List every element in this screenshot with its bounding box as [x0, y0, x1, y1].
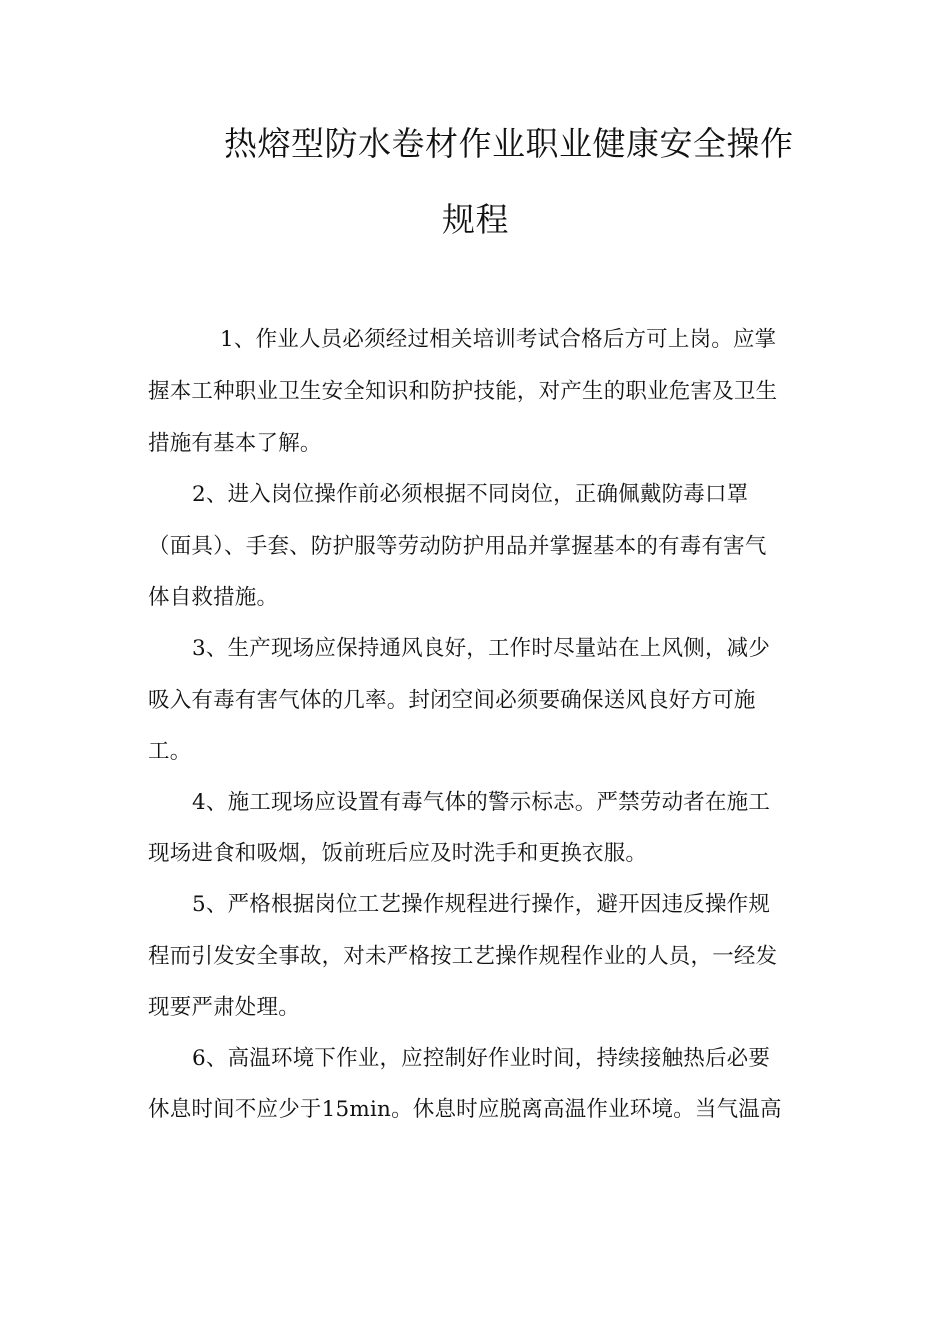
paragraph-5-line-3: 现要严肃处理。	[148, 995, 300, 1020]
document-title-line-1: 热熔型防水卷材作业职业健康安全操作	[224, 124, 794, 163]
paragraph-2-line-3: 体自救措施。	[148, 585, 279, 610]
paragraph-1-line-1: 1、作业人员必须经过相关培训考试合格后方可上岗。应掌	[220, 327, 777, 352]
paragraph-3-line-1: 3、生产现场应保持通风良好，工作时尽量站在上风侧，减少	[192, 636, 771, 661]
paragraph-1-line-3: 措施有基本了解。	[148, 431, 322, 456]
paragraph-6-line-2: 休息时间不应少于15min。休息时应脱离高温作业环境。当气温高	[148, 1097, 782, 1122]
document-title-line-2: 规程	[442, 200, 509, 239]
paragraph-5-line-2: 程而引发安全事故，对未严格按工艺操作规程作业的人员，一经发	[148, 944, 778, 969]
paragraph-6-line-1: 6、高温环境下作业，应控制好作业时间，持续接触热后必要	[192, 1046, 771, 1071]
paragraph-3-line-2: 吸入有毒有害气体的几率。封闭空间必须要确保送风良好方可施	[148, 688, 756, 713]
paragraph-1-line-2: 握本工种职业卫生安全知识和防护技能，对产生的职业危害及卫生	[148, 379, 778, 404]
paragraph-4-line-1: 4、施工现场应设置有毒气体的警示标志。严禁劳动者在施工	[192, 790, 771, 815]
paragraph-2-line-2: （面具）、手套、防护服等劳动防护用品并掌握基本的有毒有害气	[148, 534, 767, 559]
paragraph-3-line-3: 工。	[148, 739, 192, 764]
paragraph-2-line-1: 2、进入岗位操作前必须根据不同岗位，正确佩戴防毒口罩	[192, 482, 749, 507]
paragraph-5-line-1: 5、严格根据岗位工艺操作规程进行操作，避开因违反操作规	[192, 892, 771, 917]
paragraph-4-line-2: 现场进食和吸烟，饭前班后应及时洗手和更换衣服。	[148, 841, 648, 866]
